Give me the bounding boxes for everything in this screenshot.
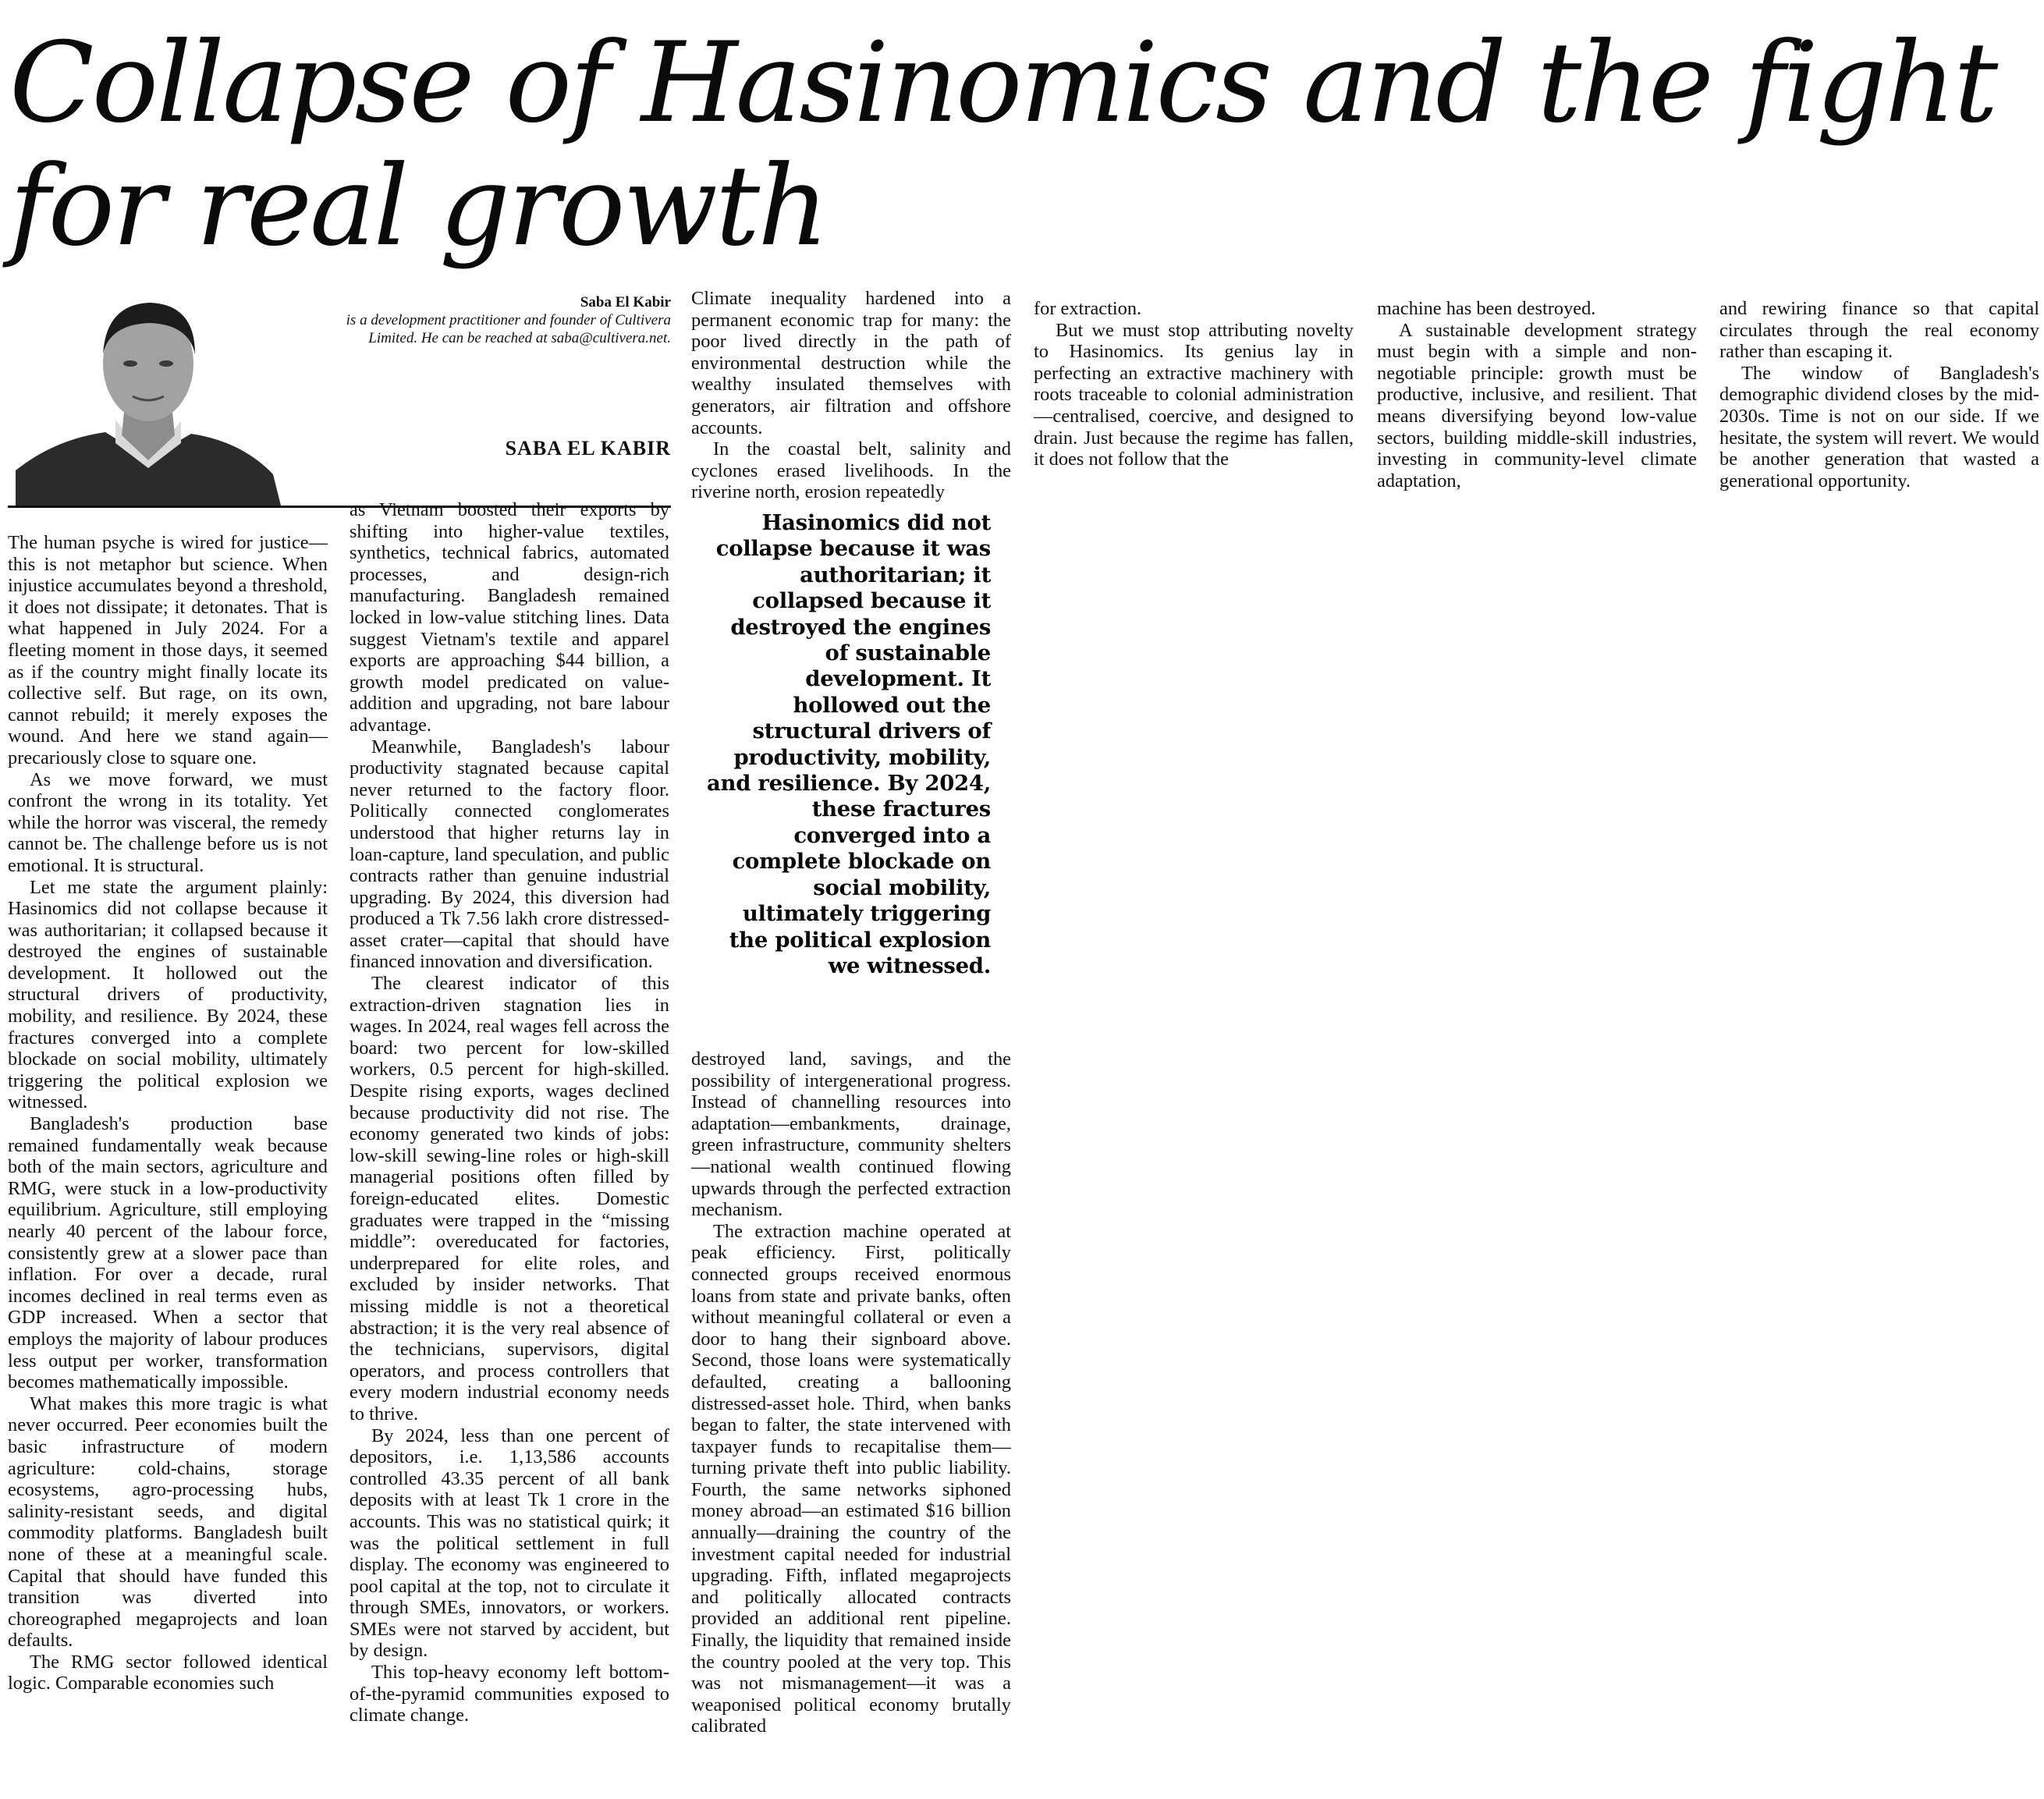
paragraph: and rewiring finance so that capital circulates through the real economy rather than escaping it. — [1719, 298, 2039, 363]
column-3-top — [691, 288, 1011, 503]
author-bio — [343, 293, 671, 347]
paragraph: for extraction. — [1034, 298, 1142, 319]
author-name: Saba El Kabir — [580, 294, 671, 310]
paragraph: Let me state the argument plainly: Hasinomics did not collapse because it was authoritarian; it collapsed because it destroyed the engines of sustainable development. It hollowed out the structural drivers of productivity, mobility, and resilience. By 2024, these fractures converged into a complete blockade on social mobility, ultimately triggering the political explosion we witnessed. — [8, 876, 328, 1113]
pull-quote: Hasinomics did not collapse because it was authoritarian; it collapsed because it destroyed the engines of sustainable development. It hollowed out the structural drivers of productivity, mobility, and resilience. By 2024, these fractures converged into a complete blockade on social mobility, ultimately triggering the political explosion we witnessed. — [706, 510, 991, 978]
headline: Collapse of Hasinomics and the fight for real growth — [9, 19, 1996, 271]
paragraph: By 2024, less than one percent of depositors, i.e. 1,13,586 accounts controlled 43.35 percent of all bank deposits with at least Tk 1 crore in the accounts. This was no statistical quirk; it was the political settlement in full display. The economy was engineered to pool capital at the top, not to circulate it through SMEs, innovators, or workers. SMEs were not starved by accident, but by design. — [350, 1425, 669, 1662]
column-6 — [1719, 298, 2039, 491]
paragraph: The clearest indicator of this extraction-driven stagnation lies in wages. In 2024, real wages fell across the board: two percent for low-skilled workers, 0.5 percent for high-skilled. Despite rising exports, wages declined because productivity did not rise. The economy generated two kinds of jobs: low-skill sewing-line roles or high-skill managerial positions often filled by foreign-educated elites. Domestic graduates were trapped in the “missing middle”: overeducated for factories, underprepared for elite roles, and excluded by insider networks. That missing middle is not a theoretical abstraction; it is the very real absence of the technicians, supervisors, digital operators, and process controllers that every modern industrial economy needs to thrive. — [350, 973, 669, 1425]
paragraph: Meanwhile, Bangladesh's labour productivity stagnated because capital never returned to the factory floor. Politically connected conglomerates understood that higher returns lay in loan-capture, land speculation, and public contracts rather than genuine industrial upgrading. By 2024, this diversion had produced a Tk 7.56 lakh crore distressed-asset crater—capital that should have financed innovation and diversification. — [350, 736, 669, 973]
paragraph: A sustainable development strategy must begin with a simple and non-negotiable principle: growth must be productive, inclusive, and resilient. That means diversifying beyond low-value sectors, building middle-skill industries, investing in community-level climate adaptation, — [1377, 319, 1697, 491]
paragraph: Climate inequality hardened into a permanent economic trap for many: the poor lived directly in the path of environmental destruction while the wealthy insulated themselves with generators, air filtration and offshore accounts. — [691, 288, 1011, 438]
paragraph: What makes this more tragic is what never occurred. Peer economies built the basic infrastructure of modern agriculture: cold-chains, storage ecosystems, agro-processing hubs, salinity-resistant seeds, and digital commodity platforms. Bangladesh built none of these at a meaningful scale. Capital that should have funded this transition was diverted into choreographed megaprojects and loan defaults. — [8, 1393, 328, 1652]
column-5 — [1377, 298, 1697, 491]
paragraph: as Vietnam boosted their exports by shifting into higher-value textiles, synthetics, technical fabrics, automated processes, and design-rich manufacturing. Bangladesh remained locked in low-value stitching lines. Data suggest Vietnam's textile and apparel exports are approaching $44 billion, a growth model predicated on value-addition and upgrading, not bare labour advantage. — [350, 499, 669, 736]
paragraph: But we must stop attributing novelty to Hasinomics. Its genius lay in perfecting an extractive machinery with roots traceable to colonial administration—centralised, coercive, and designed to drain. Just because the regime has fallen, it does not follow that the — [1034, 319, 1354, 470]
paragraph: This top-heavy economy left bottom-of-the-pyramid communities exposed to climate change. — [350, 1662, 669, 1726]
paragraph: The RMG sector followed identical logic. Comparable economies such — [8, 1651, 328, 1694]
column-2 — [350, 499, 669, 1726]
author-photo — [8, 287, 335, 506]
column-1 — [8, 532, 328, 1694]
paragraph: The extraction machine operated at peak efficiency. First, politically connected groups received enormous loans from state and private banks, often without meaningful collateral or even a door to hang their signboard above. Second, those loans were systematically defaulted, creating a ballooning distressed-asset hole. Third, when banks began to falter, the state intervened with taxpayer funds to recapitalise them—turning private theft into public liability. Fourth, the same networks siphoned money abroad—an estimated $16 billion annually—draining the country of the investment capital needed for industrial upgrading. Fifth, inflated megaprojects and politically allocated contracts provided an additional rent pipeline. Finally, the liquidity that remained inside the country pooled at the very top. This was not mismanagement—it was a weaponised political economy brutally calibrated — [691, 1220, 1011, 1737]
paragraph: The window of Bangladesh's demographic dividend closes by the mid-2030s. Time is not on our side. If we hesitate, the system will revert. We would be another generation that wasted a generational opportunity. — [1719, 362, 2039, 491]
author-description: is a development practitioner and founder of Cultivera Limited. He can be reached at saba@cultivera.net. — [346, 312, 671, 346]
paragraph: Bangladesh's production base remained fundamentally weak because both of the main sectors, agriculture and RMG, were stuck in a low-productivity equilibrium. Agriculture, still employing nearly 40 percent of the labour force, consistently grew at a slower pace than inflation. For over a decade, rural incomes declined in real terms even as GDP increased. When a sector that employs the majority of labour produces less output per worker, transformation becomes mathematically impossible. — [8, 1113, 328, 1393]
paragraph: As we move forward, we must confront the wrong in its totality. Yet while the horror was visceral, the remedy cannot be. The challenge before us is not emotional. It is structural. — [8, 768, 328, 876]
column-4 — [1034, 298, 1354, 470]
column-3-bottom — [691, 1049, 1011, 1737]
paragraph: machine has been destroyed. — [1377, 298, 1596, 319]
byline: SABA EL KABIR — [505, 437, 671, 460]
paragraph: destroyed land, savings, and the possibility of intergenerational progress. Instead of channelling resources into adaptation—embankments, drainage, green infrastructure, community shelters—national wealth continued flowing upwards through the perfected extraction mechanism. — [691, 1049, 1011, 1221]
paragraph: The human psyche is wired for justice—this is not metaphor but science. When injustice accumulates beyond a threshold, it does not dissipate; it detonates. That is what happened in July 2024. For a fleeting moment in those days, it seemed as if the country might finally locate its collective self. But rage, on its own, cannot rebuild; it merely exposes the wound. And here we stand again—precariously close to square one. — [8, 532, 328, 768]
paragraph: In the coastal belt, salinity and cyclones erased livelihoods. In the riverine north, erosion repeatedly — [691, 438, 1011, 503]
